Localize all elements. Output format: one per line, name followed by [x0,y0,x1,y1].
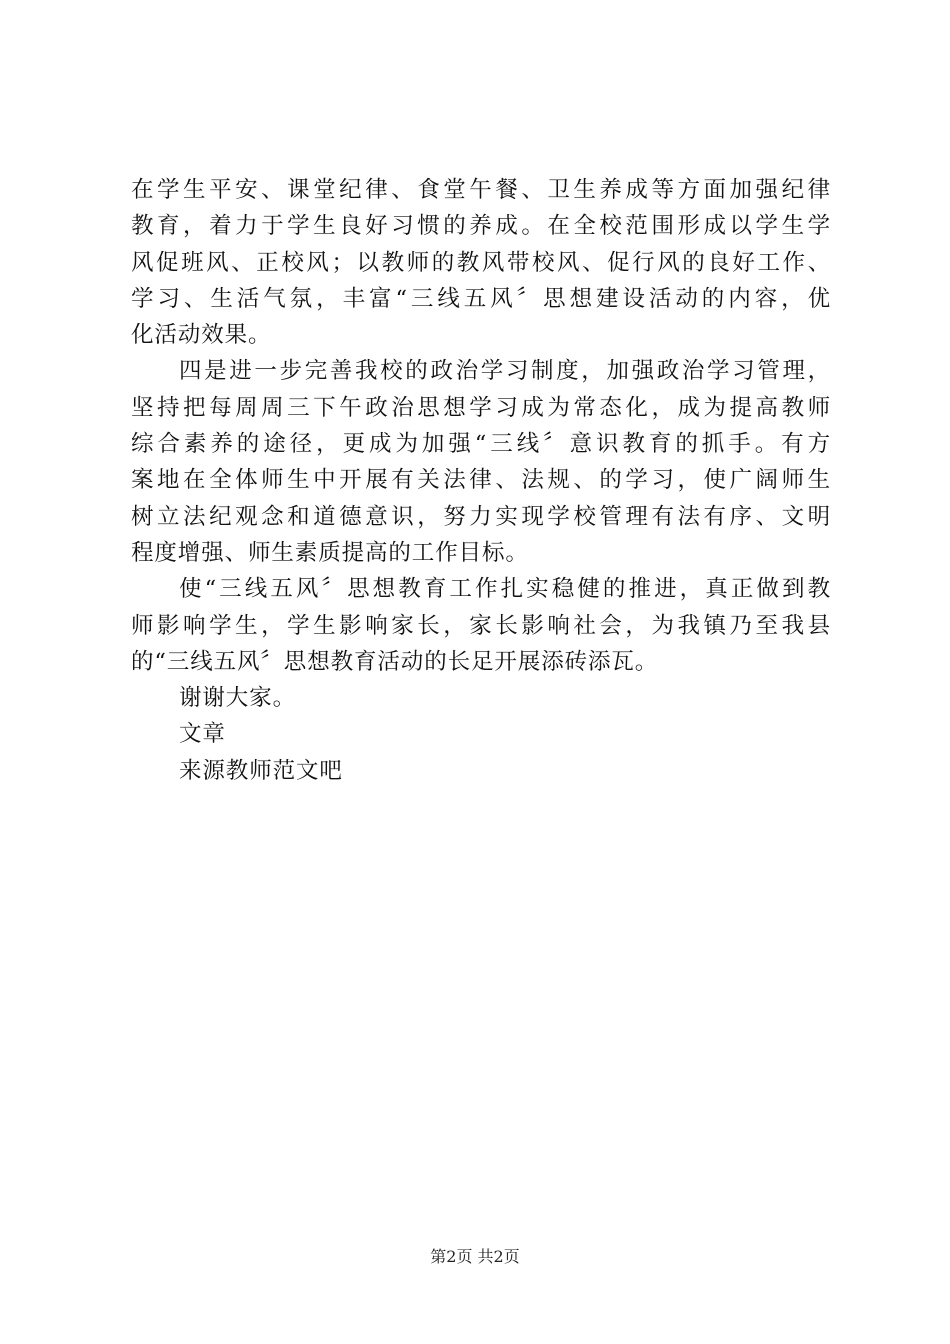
document-body [131,172,831,789]
text-line: 案地在全体师生中开展有关法律、法规、的学习，使广阔师生 [131,467,831,494]
text-line: 学习、生活气氛，丰富“三线五风〞思想建设活动的内容，优 [131,285,831,312]
text-line: 师影响学生，学生影响家长，家长影响社会，为我镇乃至我县 [131,612,831,639]
text-line: 谢谢大家。 [179,685,297,712]
text-line: 树立法纪观念和道德意识，努力实现学校管理有法有序、文明 [131,503,831,530]
page-number-footer: 第2页 共2页 [430,1247,520,1266]
text-line: 坚持把每周周三下午政治思想学习成为常态化，成为提高教师 [131,394,831,421]
text-line: 来源教师范文吧 [179,757,343,784]
text-line: 化活动效果。 [131,322,272,349]
text-line: 使“三线五风〞思想教育工作扎实稳健的推进，真正做到教 [179,576,831,603]
text-line: 综合素养的途径，更成为加强“三线〞意识教育的抓手。有方 [131,431,831,458]
text-line: 教育，着力于学生良好习惯的养成。在全校范围形成以学生学 [131,213,831,240]
text-line: 四是进一步完善我校的政治学习制度，加强政治学习管理， [179,358,831,385]
text-line: 程度增强、师生素质提高的工作目标。 [131,539,529,566]
text-line: 风促班风、正校风；以教师的教风带校风、促行风的良好工作、 [131,249,831,276]
text-line: 在学生平安、课堂纪律、食堂午餐、卫生养成等方面加强纪律 [131,177,831,203]
text-line: 的“三线五风〞思想教育活动的长足开展添砖添瓦。 [131,648,659,675]
text-line: 文章 [179,721,226,748]
